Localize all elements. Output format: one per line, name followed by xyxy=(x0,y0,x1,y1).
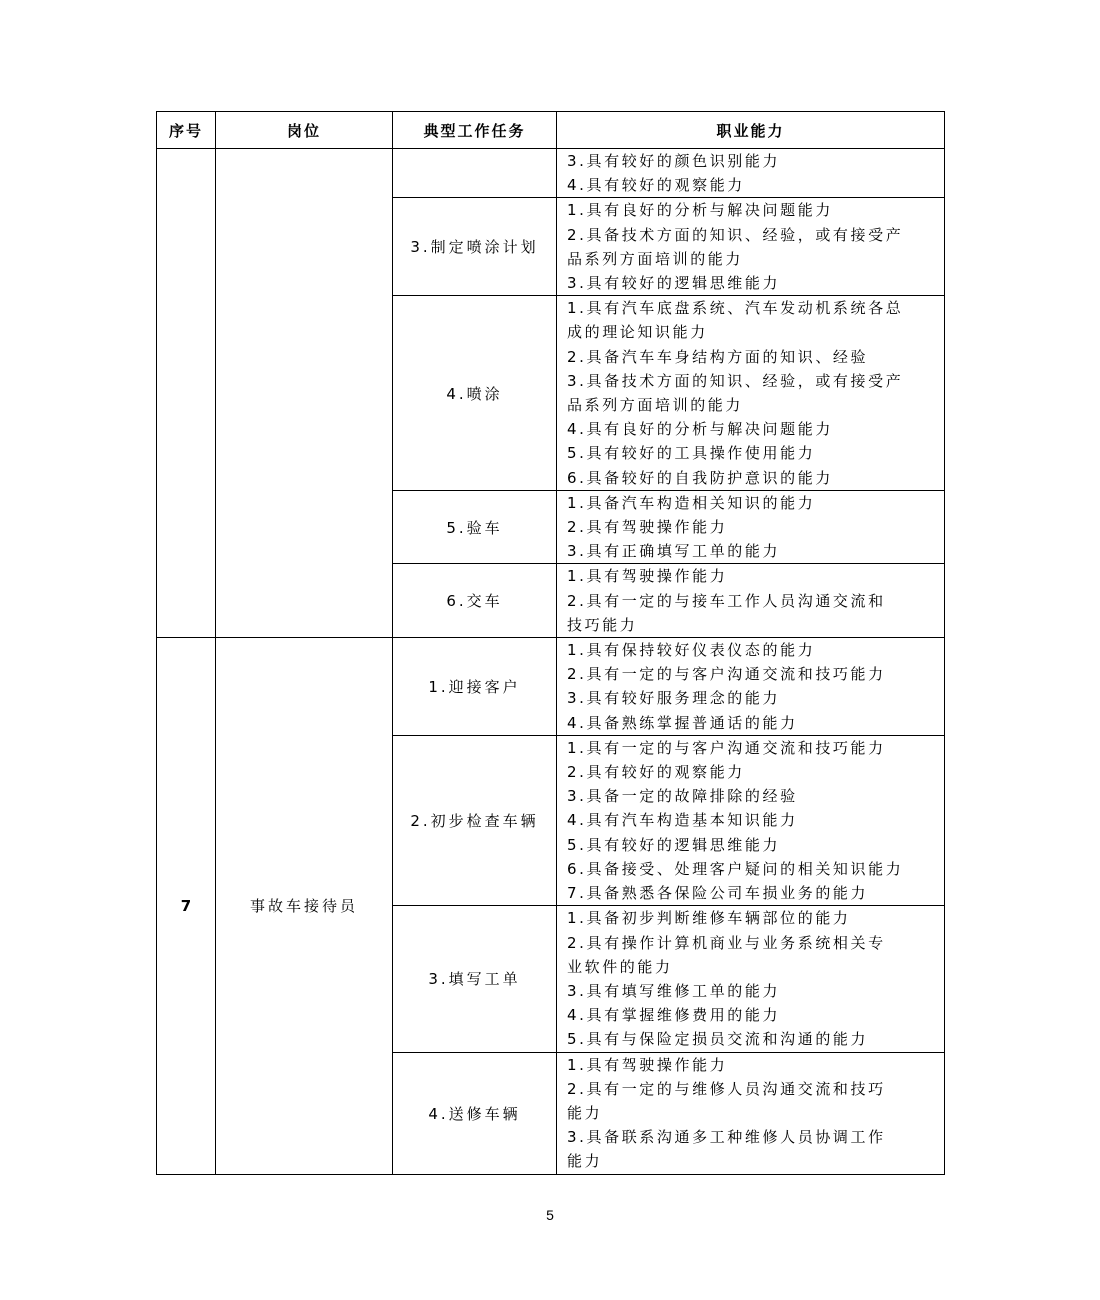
ability-item: 品系列方面培训的能力 xyxy=(567,396,744,415)
ability-item: 4.具有汽车构造基本知识能力 xyxy=(567,811,798,830)
task-cell: 4.送修车辆 xyxy=(393,1052,557,1174)
ability-item: 业软件的能力 xyxy=(567,957,673,976)
task-cell: 6.交车 xyxy=(393,564,557,638)
header-position: 岗位 xyxy=(216,112,393,149)
ability-item: 2.具有一定的与客户沟通交流和技巧能力 xyxy=(567,665,886,684)
ability-cell xyxy=(557,490,945,564)
task-cell: 4.喷涂 xyxy=(393,296,557,491)
ability-item: 5.具有较好的工具操作使用能力 xyxy=(567,444,816,463)
ability-item: 4.具有掌握维修费用的能力 xyxy=(567,1006,781,1025)
ability-item: 6.具备接受、处理客户疑问的相关知识能力 xyxy=(567,859,904,878)
ability-item: 1.具有保持较好仪表仪态的能力 xyxy=(567,641,816,660)
position-cell xyxy=(216,149,393,638)
ability-item: 3.具有填写维修工单的能力 xyxy=(567,981,781,1000)
position-cell: 事故车接待员 xyxy=(216,638,393,1174)
task-cell: 2.初步检查车辆 xyxy=(393,735,557,905)
ability-item: 4.具备熟练掌握普通话的能力 xyxy=(567,713,798,732)
task-cell: 3.填写工单 xyxy=(393,906,557,1052)
ability-item: 3.具有较好的逻辑思维能力 xyxy=(567,274,781,293)
ability-item: 3.具有较好服务理念的能力 xyxy=(567,689,781,708)
ability-item: 1.具备汽车构造相关知识的能力 xyxy=(567,493,816,512)
table-body xyxy=(157,149,945,1175)
ability-item: 1.具有汽车底盘系统、汽车发动机系统各总 xyxy=(567,299,904,318)
ability-item: 2.具有较好的观察能力 xyxy=(567,763,745,782)
header-ability: 职业能力 xyxy=(557,112,945,149)
task-cell xyxy=(393,149,557,198)
seq-cell: 7 xyxy=(157,638,216,1174)
ability-item: 能力 xyxy=(567,1103,603,1122)
ability-item: 5.具有与保险定损员交流和沟通的能力 xyxy=(567,1030,869,1049)
ability-cell xyxy=(557,638,945,736)
seq-cell xyxy=(157,149,216,638)
ability-item: 6.具备较好的自我防护意识的能力 xyxy=(567,468,833,487)
header-task: 典型工作任务 xyxy=(393,112,557,149)
ability-item: 2.具备汽车车身结构方面的知识、经验 xyxy=(567,347,869,366)
ability-item: 4.具有较好的观察能力 xyxy=(567,176,745,195)
ability-item: 2.具有操作计算机商业与业务系统相关专 xyxy=(567,933,886,952)
page-number: 5 xyxy=(546,1207,554,1223)
task-cell: 5.验车 xyxy=(393,490,557,564)
ability-item: 2.具备技术方面的知识、经验，或有接受产 xyxy=(567,225,904,244)
header-seq: 序号 xyxy=(157,112,216,149)
ability-cell xyxy=(557,564,945,638)
competency-table xyxy=(156,111,945,1175)
ability-item: 能力 xyxy=(567,1152,603,1171)
ability-item: 3.具备一定的故障排除的经验 xyxy=(567,787,798,806)
ability-cell xyxy=(557,906,945,1052)
ability-cell xyxy=(557,1052,945,1174)
ability-item: 1.具备初步判断维修车辆部位的能力 xyxy=(567,909,851,928)
ability-item: 3.具有正确填写工单的能力 xyxy=(567,542,781,561)
ability-cell xyxy=(557,198,945,296)
table-header-row xyxy=(157,112,945,149)
ability-cell xyxy=(557,296,945,491)
table-row xyxy=(157,149,945,198)
ability-item: 技巧能力 xyxy=(567,615,638,634)
ability-item: 3.具备技术方面的知识、经验，或有接受产 xyxy=(567,371,904,390)
ability-item: 2.具有一定的与维修人员沟通交流和技巧 xyxy=(567,1079,886,1098)
ability-item: 3.具备联系沟通多工种维修人员协调工作 xyxy=(567,1128,886,1147)
ability-item: 3.具有较好的颜色识别能力 xyxy=(567,152,781,170)
ability-item: 品系列方面培训的能力 xyxy=(567,249,744,268)
table-row xyxy=(157,638,945,736)
ability-item: 1.具有驾驶操作能力 xyxy=(567,1055,728,1074)
ability-item: 4.具有良好的分析与解决问题能力 xyxy=(567,420,833,439)
ability-item: 5.具有较好的逻辑思维能力 xyxy=(567,835,781,854)
ability-item: 1.具有一定的与客户沟通交流和技巧能力 xyxy=(567,738,886,757)
ability-item: 1.具有驾驶操作能力 xyxy=(567,567,728,586)
ability-item: 2.具有驾驶操作能力 xyxy=(567,518,728,537)
task-cell: 1.迎接客户 xyxy=(393,638,557,736)
ability-item: 成的理论知识能力 xyxy=(567,323,708,342)
ability-item: 1.具有良好的分析与解决问题能力 xyxy=(567,201,833,220)
ability-item: 7.具备熟悉各保险公司车损业务的能力 xyxy=(567,884,869,903)
task-cell: 3.制定喷涂计划 xyxy=(393,198,557,296)
ability-cell xyxy=(557,735,945,905)
ability-item: 2.具有一定的与接车工作人员沟通交流和 xyxy=(567,591,886,610)
ability-cell xyxy=(557,149,945,198)
